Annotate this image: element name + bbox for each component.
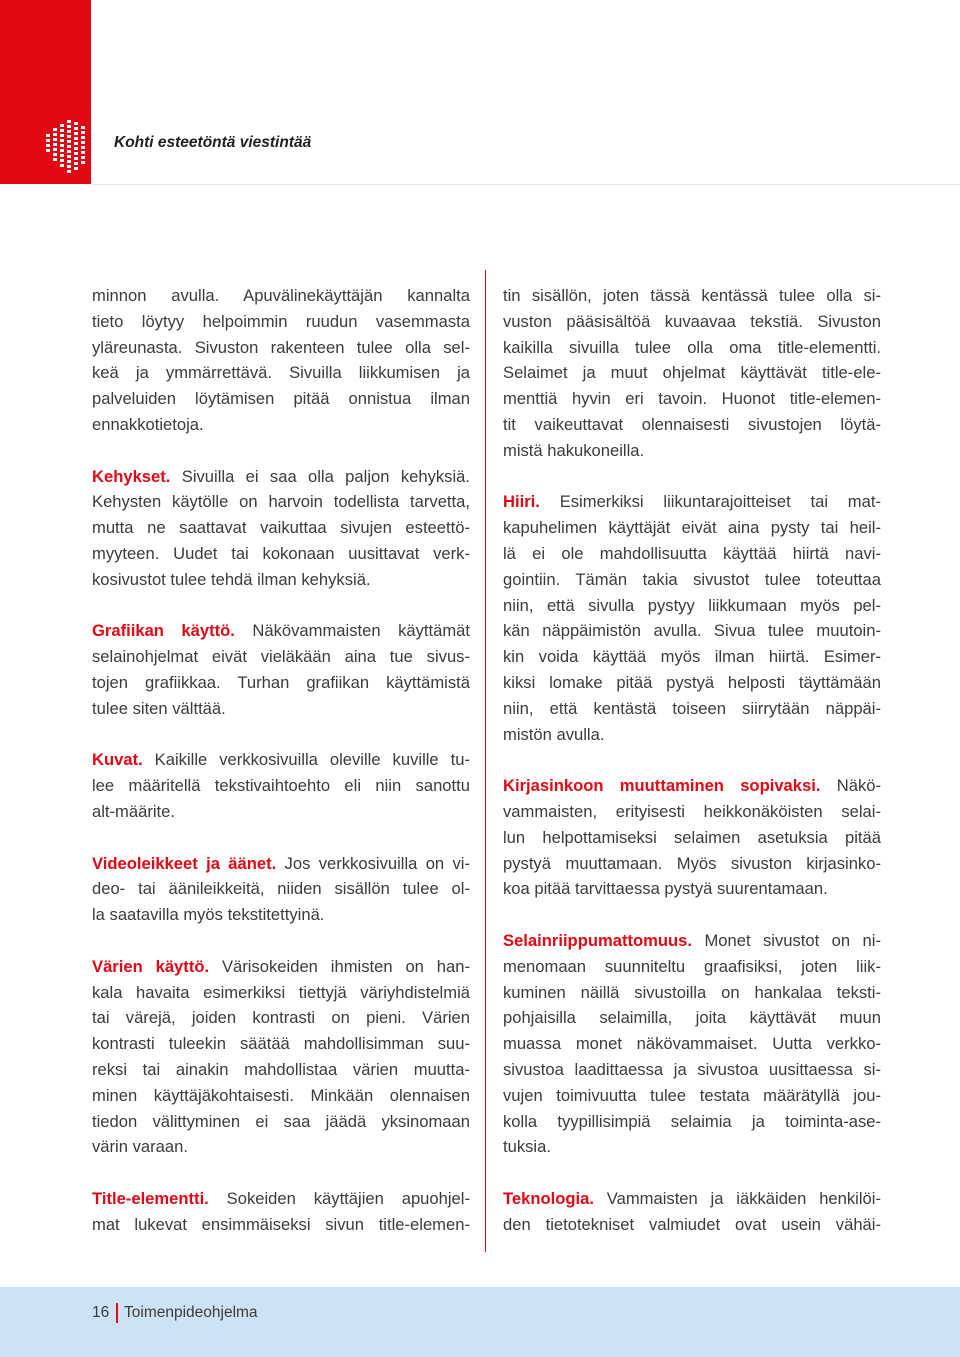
line-text: selainohjelmat eivät vieläkään aina tue sivus- (92, 647, 470, 667)
text-line (92, 386, 470, 412)
text-line (92, 567, 470, 593)
line-text: Monet sivustot on ni- (692, 930, 881, 950)
paragraph (92, 283, 470, 438)
text-line (503, 515, 881, 541)
text-line (92, 773, 470, 799)
footer-separator (116, 1303, 118, 1323)
text-line (92, 696, 470, 722)
text-line (92, 644, 470, 670)
line-text: Näkö- (820, 776, 881, 796)
text-line (503, 722, 881, 748)
line-text: lä ei ole mahdollisuutta käyttää hiirtä navi- (503, 543, 881, 563)
line-text: tulee siten välttää. (92, 698, 226, 718)
text-line (92, 515, 470, 541)
line-text: Kehysten käytölle on harvoin todellista tarvetta, (92, 492, 470, 512)
text-line (503, 1186, 881, 1212)
text-line (92, 1109, 470, 1135)
paragraph (503, 773, 881, 902)
line-text: tieto löytyy helpoimmin ruudun vasemmasta (92, 311, 470, 331)
line-text: kän näppäimistön avulla. Sivua tulee muutoin- (503, 621, 881, 641)
text-line (503, 567, 881, 593)
paragraph-heading: Kuvat. (92, 750, 143, 770)
text-line (92, 464, 470, 490)
line-text: kosivustot tulee tehdä ilman kehyksiä. (92, 569, 371, 589)
text-line (503, 1109, 881, 1135)
line-text: kolla tyypillisimpiä selaimia ja toiminta-ase- (503, 1111, 881, 1131)
text-line (503, 1005, 881, 1031)
header-title: Kohti esteetöntä viestintää (114, 134, 312, 151)
paragraph-heading: Kehykset. (92, 466, 171, 486)
paragraph (92, 618, 470, 721)
line-text: palveluiden löytämisen pitää onnistua ilman (92, 389, 470, 409)
line-text: Kaikille verkkosivuilla oleville kuville tu- (142, 750, 470, 770)
line-text: vuston pääsisältöä kuvaavaa tekstiä. Sivuston (503, 311, 881, 331)
line-text: koa pitää tarvittaessa pystyä suurentamaan. (503, 879, 828, 899)
text-line (92, 1083, 470, 1109)
text-line (503, 928, 881, 954)
text-line (92, 283, 470, 309)
paragraph-heading: Teknologia. (503, 1188, 594, 1208)
text-line (92, 309, 470, 335)
line-text: kala havaita esimerkiksi tiettyjä väriyhdistelmiä (92, 982, 470, 1002)
text-line (92, 541, 470, 567)
paragraph (503, 283, 881, 464)
paragraph-heading: Kirjasinkoon muuttaminen sopivaksi. (503, 776, 821, 796)
paragraph-heading: Title-elementti. (92, 1188, 209, 1208)
line-text: lun helpottamiseksi selaimen asetuksia pitää (503, 827, 881, 847)
text-line (503, 1134, 881, 1160)
text-line (503, 1057, 881, 1083)
text-line (503, 799, 881, 825)
line-text: kiksi lomake pitää pystyä helposti täyttämään (503, 672, 881, 692)
line-text: tit vaikeuttavat olennaisesti sivustojen löytä- (503, 414, 881, 434)
line-text: sivustoa laadittaessa ja sivustoa uusittaessa si- (503, 1059, 881, 1079)
text-line (503, 283, 881, 309)
line-text: kuminen näillä sivustoilla on hankalaa teksti- (503, 982, 881, 1002)
paragraph-heading: Hiiri. (503, 492, 540, 512)
line-text: tai värejä, joiden kontrasti on pieni. Värien (92, 1008, 470, 1028)
paragraph (92, 851, 470, 928)
text-line (503, 1031, 881, 1057)
line-text: vammaisten, erityisesti heikkonäköisten selai- (503, 801, 881, 821)
text-line (503, 696, 881, 722)
paragraph-heading: Värien käyttö. (92, 956, 210, 976)
text-line (92, 851, 470, 877)
line-text: yläreunasta. Sivuston rakenteen tulee olla sel- (92, 337, 470, 357)
paragraph-heading: Grafiikan käyttö. (92, 621, 235, 641)
text-line (503, 1083, 881, 1109)
text-line (503, 309, 881, 335)
line-text: myyteen. Uudet tai kokonaan uusittavat verk- (92, 543, 470, 563)
line-text: kapuhelimen käyttäjät eivät aina pysty tai heil- (503, 518, 881, 538)
line-text: Esimerkiksi liikuntarajoitteiset tai mat- (539, 492, 881, 512)
text-line (503, 360, 881, 386)
line-text: Selaimet ja muut ohjelmat käyttävät title-ele- (503, 363, 881, 383)
line-text: gointiin. Tämän takia sivustot tulee toteuttaa (503, 569, 881, 589)
text-line (503, 980, 881, 1006)
text-line (92, 902, 470, 928)
page-number: 16 (92, 1304, 110, 1321)
line-text: ennakkotietoja. (92, 414, 204, 434)
footer-label: Toimenpideohjelma (124, 1304, 258, 1321)
text-line (92, 747, 470, 773)
column-divider (485, 270, 486, 1252)
line-text: mutta ne saattavat vaikuttaa sivujen esteettö- (92, 518, 470, 538)
line-text: tojen grafiikkaa. Turhan grafiikan käyttämistä (92, 672, 470, 692)
text-line (92, 335, 470, 361)
text-line (92, 1134, 470, 1160)
text-line (503, 644, 881, 670)
header-divider (91, 184, 960, 185)
line-text: muassa monet näkövammaiset. Uutta verkko- (503, 1034, 881, 1054)
text-line (92, 670, 470, 696)
page-footer (0, 1287, 960, 1357)
paragraph (503, 489, 881, 747)
text-line (503, 335, 881, 361)
line-text: niin, että sivulla pystyy liikkumaan myös pel- (503, 595, 881, 615)
paragraph-heading: Videoleikkeet ja äänet. (92, 853, 277, 873)
line-text: tiedon välittyminen ei saa jäädä yksinomaan (92, 1111, 470, 1131)
text-line (503, 1212, 881, 1238)
line-text: minen käyttäjäkohtaisesti. Minkään olennaisen (92, 1085, 470, 1105)
paragraph (92, 747, 470, 824)
text-line (503, 876, 881, 902)
text-line (92, 1005, 470, 1031)
text-line (503, 386, 881, 412)
line-text: kin voida käyttää myös ilman hiirtä. Esimer- (503, 647, 881, 667)
text-line (92, 1057, 470, 1083)
text-line (503, 773, 881, 799)
line-text: mat lukevat ensimmäiseksi sivun title-elemen- (92, 1214, 470, 1234)
line-text: lee määritellä tekstivaihtoehto eli niin sanottu (92, 776, 470, 796)
line-text: pystyä muuttamaan. Myös sivuston kirjasinko- (503, 853, 881, 873)
text-line (92, 980, 470, 1006)
text-line (92, 1186, 470, 1212)
line-text: tuksia. (503, 1137, 551, 1157)
line-text: niin, että kentästä toiseen siirrytään näppäi- (503, 698, 881, 718)
line-text: Värisokeiden ihmisten on han- (209, 956, 470, 976)
text-line (503, 541, 881, 567)
paragraph (92, 464, 470, 593)
line-text: menttiä hyvin eri tavoin. Huonot title-elemen- (503, 389, 881, 409)
text-line (503, 954, 881, 980)
line-text: keä ja ymmärrettävä. Sivuilla liikkumisen ja (92, 363, 470, 383)
text-line (503, 593, 881, 619)
striped-bars-logo-icon (44, 116, 86, 176)
text-line (92, 954, 470, 980)
text-line (92, 1212, 470, 1238)
line-text: kaikilla sivuilla tulee olla oma title-elementti. (503, 337, 881, 357)
line-text: Näkövammaisten käyttämät (234, 621, 470, 641)
line-text: la saatavilla myös tekstitettyinä. (92, 905, 325, 925)
line-text: vujen toimivuutta tulee testata määrätyllä jou- (503, 1085, 881, 1105)
right-text-column (503, 283, 881, 1263)
line-text: Vammaisten ja iäkkäiden henkilöi- (593, 1188, 881, 1208)
paragraph (92, 1186, 470, 1238)
text-line (92, 360, 470, 386)
line-text: reksi tai ainakin mahdollistaa värien muutta- (92, 1059, 470, 1079)
line-text: Jos verkkosivuilla on vi- (276, 853, 471, 873)
line-text: Sokeiden käyttäjien apuohjel- (208, 1188, 470, 1208)
line-text: menomaan suunniteltu graafisiksi, joten liik- (503, 956, 881, 976)
paragraph (503, 928, 881, 1160)
line-text: deo- tai äänileikkeitä, niiden sisällön tulee ol- (92, 879, 470, 899)
text-line (92, 876, 470, 902)
line-text: Sivuilla ei saa olla paljon kehyksiä. (170, 466, 470, 486)
line-text: kontrasti tuleekin säätää mahdollisimman suu- (92, 1034, 470, 1054)
line-text: värin varaan. (92, 1137, 188, 1157)
text-line (503, 670, 881, 696)
page-header (0, 0, 960, 184)
text-line (503, 412, 881, 438)
line-text: pohjaisilla selaimilla, joita käyttävät muun (503, 1008, 881, 1028)
line-text: mistä hakukoneilla. (503, 440, 645, 460)
text-line (503, 618, 881, 644)
paragraph (503, 1186, 881, 1238)
paragraph-heading: Selainriippumattomuus. (503, 930, 693, 950)
text-line (92, 618, 470, 644)
paragraph (92, 954, 470, 1160)
line-text: tin sisällön, joten tässä kentässä tulee olla si- (503, 286, 881, 305)
line-text: mistön avulla. (503, 724, 605, 744)
text-line (92, 799, 470, 825)
text-line (503, 851, 881, 877)
line-text: alt-määrite. (92, 801, 175, 821)
line-text: den tietotekniset valmiudet ovat usein vähäi- (503, 1214, 881, 1234)
text-line (503, 438, 881, 464)
line-text: minnon avulla. Apuvälinekäyttäjän kannalta (92, 286, 470, 305)
left-text-column (92, 283, 470, 1263)
text-line (92, 489, 470, 515)
text-line (92, 412, 470, 438)
text-line (503, 489, 881, 515)
text-line (503, 825, 881, 851)
text-line (92, 1031, 470, 1057)
